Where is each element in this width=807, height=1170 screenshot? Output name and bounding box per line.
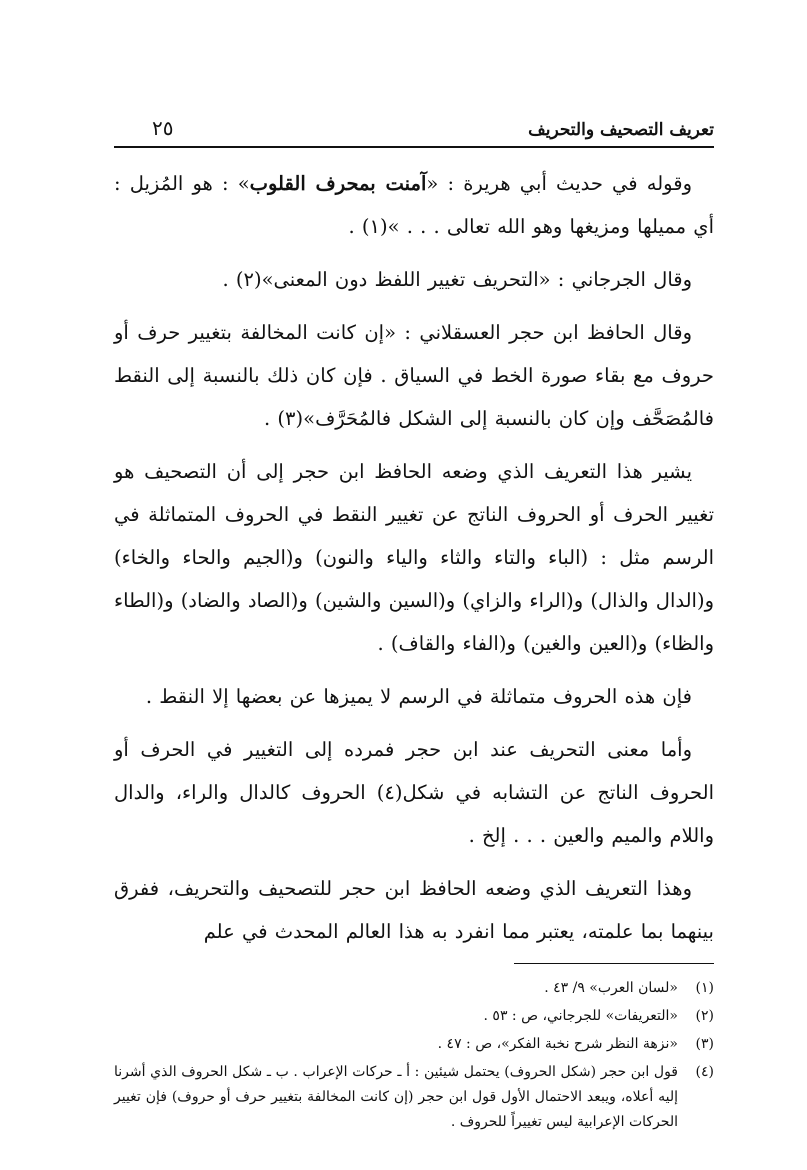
footnote-number: (٤) xyxy=(695,1064,714,1080)
book-page xyxy=(114,110,714,1138)
paragraph-7: وهذا التعريف الذي وضعه الحافظ ابن حجر للتصحيف والتحريف، ففرق بينهما بما علمته، يعتبر مما انفرد به هذا العالم المحدث في علم xyxy=(114,877,714,943)
footnote-3 xyxy=(114,1032,714,1057)
footnote-number: (٣) xyxy=(695,1036,714,1052)
footnote-2 xyxy=(114,1004,714,1029)
footnote-divider xyxy=(514,963,714,964)
paragraph-2: وقال الجرجاني : «التحريف تغيير اللفظ دون المعنى»(٢) . xyxy=(222,268,692,291)
footnote-text: «نزهة النظر شرح نخبة الفكر»، ص : ٤٧ . xyxy=(437,1036,678,1052)
paragraph-6: وأما معنى التحريف عند ابن حجر فمرده إلى التغيير في الحرف أو الحروف الناتج عن التشابه في شكل(٤) الحروف كالدال والراء، والدال واللام والميم والعين . . . إلخ . xyxy=(114,738,714,847)
running-header xyxy=(114,110,714,148)
footnotes xyxy=(114,976,714,1135)
paragraph-3: وقال الحافظ ابن حجر العسقلاني : «إن كانت المخالفة بتغيير حرف أو حروف مع بقاء صورة الخط في السياق . فإن كان ذلك بالنسبة إلى النقط فالمُصَحَّف وإن كان بالنسبة إلى الشكل فالمُحَرَّف»(٣) . xyxy=(114,321,714,430)
hadith-quote: آمنت بمحرف القلوب xyxy=(249,172,427,195)
page-number: ٢٥ xyxy=(152,116,174,140)
paragraph-1-end: » : هو المُزيل : أي مميلها ومزيغها وهو الله تعالى . . . »(١) . xyxy=(114,172,714,238)
paragraph-1 xyxy=(114,162,714,248)
footnote-number: (١) xyxy=(695,980,714,996)
paragraph-5: فإن هذه الحروف متماثلة في الرسم لا يميزها عن بعضها إلا النقط . xyxy=(145,685,692,708)
footnote-number: (٢) xyxy=(695,1008,714,1024)
footnote-text: «لسان العرب» ٩/ ٤٣ . xyxy=(544,980,678,996)
paragraph-1-start: وقوله في حديث أبي هريرة : « xyxy=(426,172,692,195)
body-text xyxy=(114,162,714,953)
footnote-1 xyxy=(114,976,714,1001)
footnote-text: قول ابن حجر (شكل الحروف) يحتمل شيئين : أ ـ حركات الإعراب . ب ـ شكل الحروف الذي أشرنا إليه أعلاه، ويبعد الاحتمال الأول قول ابن حجر (إن كانت المخالفة بتغيير حرف أو حروف) فإن تغيير الحركات الإعرابية ليس تغييراً للحروف . xyxy=(114,1064,678,1130)
footnote-4 xyxy=(114,1060,714,1135)
footnote-text: «التعريفات» للجرجاني، ص : ٥٣ . xyxy=(483,1008,678,1024)
paragraph-4: يشير هذا التعريف الذي وضعه الحافظ ابن حجر إلى أن التصحيف هو تغيير الحرف أو الحروف الناتج عن تغيير النقط في الحروف المتماثلة في الرسم مثل : (الباء والتاء والثاء والياء والنون) و(الجيم والحاء والخاء) و(الدال والذال) و(الراء والزاي) و(السين والشين) و(الصاد والضاد) و(الطاء والظاء) و(العين والغين) و(الفاء والقاف) . xyxy=(114,460,714,655)
running-title: تعريف التصحيف والتحريف xyxy=(528,120,714,140)
